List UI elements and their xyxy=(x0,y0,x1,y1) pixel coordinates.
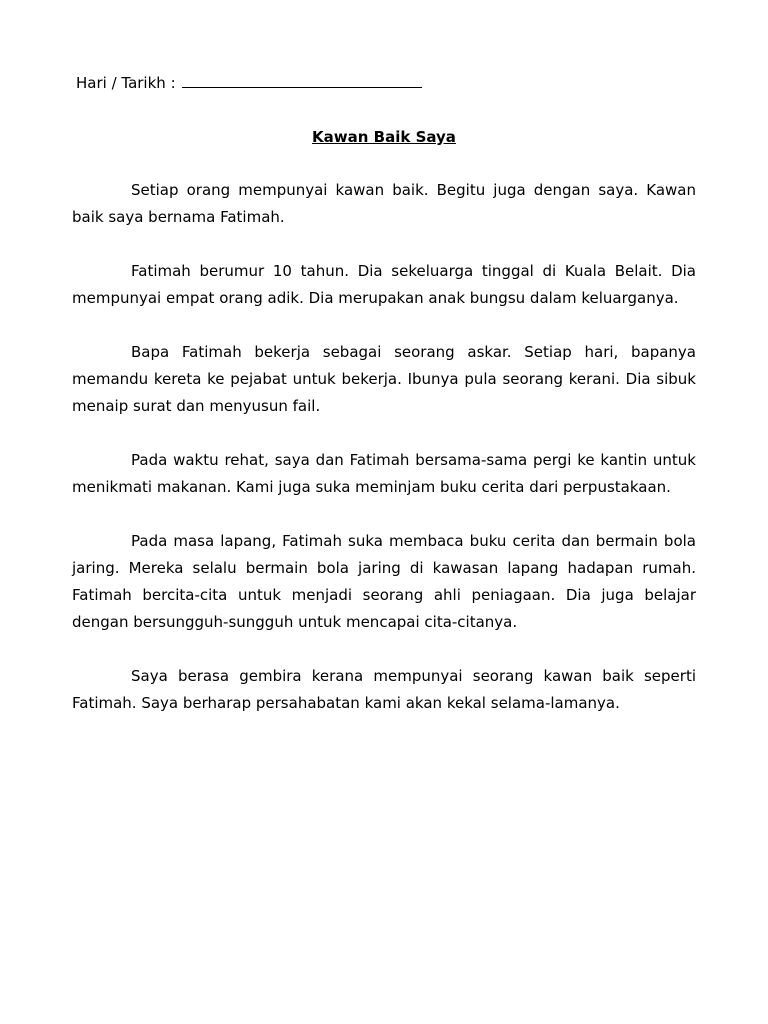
date-blank-line xyxy=(182,72,422,88)
paragraph-5: Pada masa lapang, Fatimah suka membaca buku cerita dan bermain bola jaring. Mereka selalu bermain bola jaring di kawasan lapang hadapan rumah. Fatimah bercita-cita untuk menjadi seorang ahli peniagaan. Dia juga belajar dengan bersungguh-sungguh untuk mencapai cita-citanya. xyxy=(72,532,696,631)
paragraph-2: Fatimah berumur 10 tahun. Dia sekeluarga tinggal di Kuala Belait. Dia mempunyai empat orang adik. Dia merupakan anak bungsu dalam keluarganya. xyxy=(72,262,696,307)
date-line xyxy=(76,72,422,93)
essay-body xyxy=(72,177,696,744)
document-title: Kawan Baik Saya xyxy=(312,128,456,146)
paragraph-1: Setiap orang mempunyai kawan baik. Begitu juga dengan saya. Kawan baik saya bernama Fatimah. xyxy=(72,181,696,226)
paragraph-4: Pada waktu rehat, saya dan Fatimah bersama-sama pergi ke kantin untuk menikmati makanan. Kami juga suka meminjam buku cerita dari perpustakaan. xyxy=(72,451,696,496)
date-label: Hari / Tarikh : xyxy=(76,74,176,92)
paragraph-3: Bapa Fatimah bekerja sebagai seorang askar. Setiap hari, bapanya memandu kereta ke pejabat untuk bekerja. Ibunya pula seorang kerani. Dia sibuk menaip surat dan menyusun fail. xyxy=(72,343,696,415)
paragraph-6: Saya berasa gembira kerana mempunyai seorang kawan baik seperti Fatimah. Saya berharap persahabatan kami akan kekal selama-lamanya. xyxy=(72,667,696,712)
